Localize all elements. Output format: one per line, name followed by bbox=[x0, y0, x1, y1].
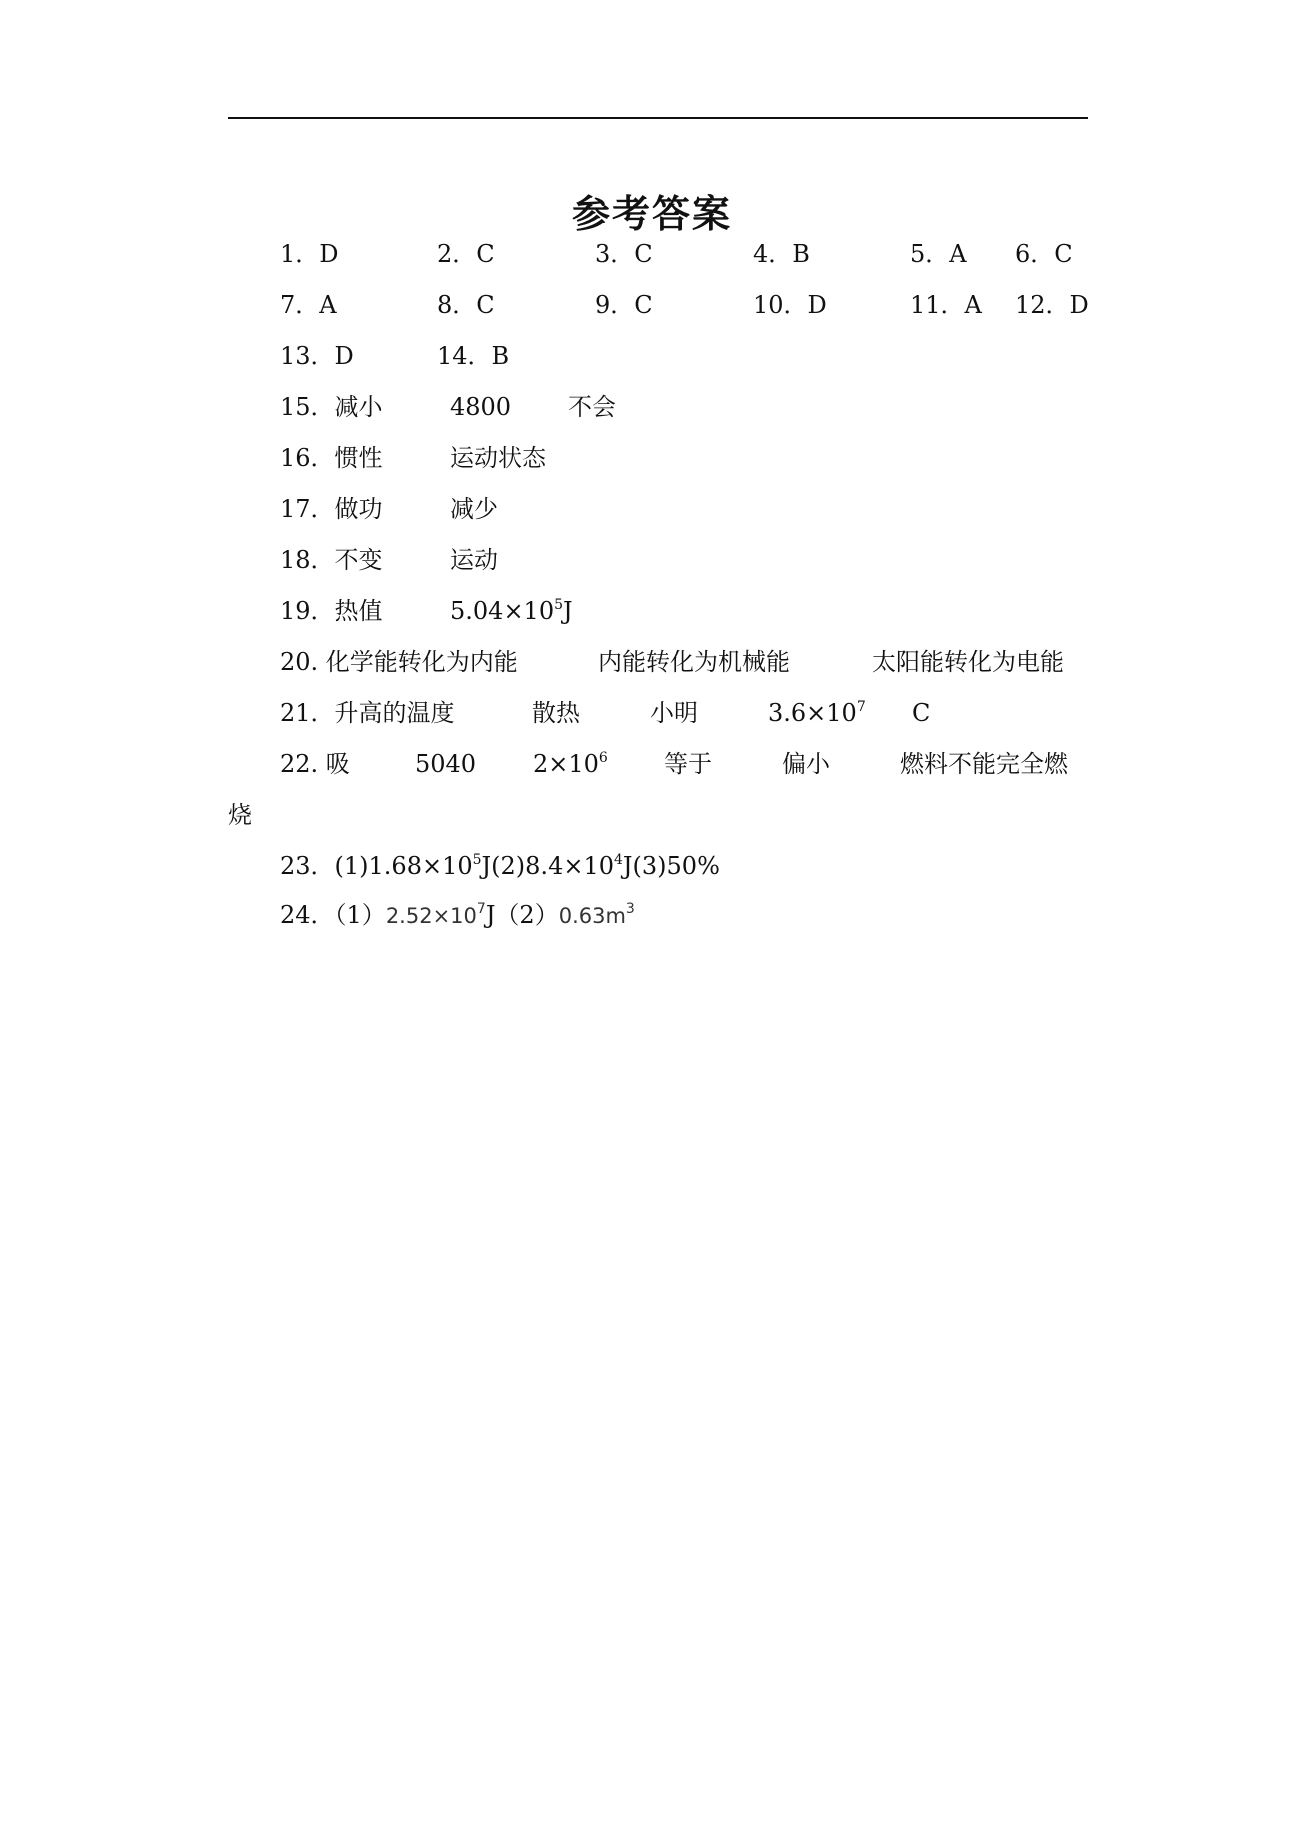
answer-23-exp1: 5 bbox=[472, 852, 482, 868]
answer-21-a: 21．升高的温度 bbox=[280, 699, 455, 727]
answer-22-base: 2×10 bbox=[533, 750, 599, 778]
answer-19-base: 5.04×10 bbox=[450, 597, 555, 625]
answer-15-b: 4800 bbox=[450, 393, 512, 421]
answer-22-f: 燃料不能完全燃 bbox=[900, 750, 1068, 778]
answer-24-volume-exp: 3 bbox=[625, 901, 635, 917]
answer-22-b: 5040 bbox=[415, 750, 477, 778]
answer-17-a: 17．做功 bbox=[280, 495, 383, 523]
answer-4: 4．B bbox=[753, 240, 810, 268]
answer-9: 9．C bbox=[595, 291, 653, 319]
header-rule bbox=[228, 117, 1088, 119]
answer-5: 5．A bbox=[910, 240, 967, 268]
answer-21-d bbox=[768, 695, 866, 731]
answer-17-b: 减少 bbox=[450, 495, 498, 523]
answer-22-continuation: 烧 bbox=[228, 801, 252, 829]
answer-18-a: 18．不变 bbox=[280, 546, 383, 574]
answer-24-energy bbox=[385, 901, 486, 928]
answer-6: 6．C bbox=[1015, 240, 1073, 268]
answer-22-exp: 6 bbox=[598, 750, 608, 766]
answer-18-b: 运动 bbox=[450, 546, 498, 574]
answer-24-label: 24．（1） bbox=[280, 901, 386, 929]
answer-20-a: 20. 化学能转化为内能 bbox=[280, 648, 518, 676]
answer-24-energy-base: 2.52×10 bbox=[385, 904, 477, 928]
answer-23-p3: J(3)50% bbox=[622, 852, 720, 880]
answer-21-e: C bbox=[912, 699, 931, 727]
answer-22-a: 22. 吸 bbox=[280, 750, 350, 778]
answer-19-exp: 5 bbox=[554, 597, 564, 613]
answer-15-c: 不会 bbox=[568, 393, 616, 421]
answer-13: 13．D bbox=[280, 342, 354, 370]
answer-1: 1．D bbox=[280, 240, 339, 268]
answer-24-volume bbox=[558, 901, 635, 928]
answer-14: 14．B bbox=[437, 342, 510, 370]
answer-19-a: 19．热值 bbox=[280, 597, 383, 625]
answer-23-p2: J(2)8.4×10 bbox=[481, 852, 614, 880]
answer-2: 2．C bbox=[437, 240, 495, 268]
answer-23 bbox=[280, 848, 720, 884]
answer-16-b: 运动状态 bbox=[450, 444, 546, 472]
answer-24-energy-exp: 7 bbox=[476, 901, 486, 917]
answer-19-unit: J bbox=[563, 597, 573, 625]
answer-16-a: 16．惯性 bbox=[280, 444, 383, 472]
answer-23-exp2: 4 bbox=[613, 852, 623, 868]
answer-22-c bbox=[533, 746, 608, 782]
answer-7: 7．A bbox=[280, 291, 337, 319]
answer-20-b: 内能转化为机械能 bbox=[598, 648, 790, 676]
answer-8: 8．C bbox=[437, 291, 495, 319]
answer-21-c: 小明 bbox=[650, 699, 698, 727]
answer-24-mid: J（2） bbox=[485, 901, 559, 929]
answer-21-b: 散热 bbox=[532, 699, 580, 727]
answer-20-c: 太阳能转化为电能 bbox=[872, 648, 1064, 676]
answer-22-d: 等于 bbox=[664, 750, 712, 778]
answer-11: 11．A bbox=[910, 291, 982, 319]
answer-24-volume-base: 0.63m bbox=[558, 904, 626, 928]
answer-19-b bbox=[450, 593, 573, 629]
answer-3: 3．C bbox=[595, 240, 653, 268]
page-title: 参考答案 bbox=[571, 192, 732, 236]
answer-15-a: 15．减小 bbox=[280, 393, 383, 421]
answer-22-e: 偏小 bbox=[782, 750, 830, 778]
answer-23-p1: 23．(1)1.68×10 bbox=[280, 852, 473, 880]
answer-21-base: 3.6×10 bbox=[768, 699, 857, 727]
answer-10: 10．D bbox=[753, 291, 827, 319]
answer-12: 12．D bbox=[1015, 291, 1089, 319]
answer-24 bbox=[280, 897, 635, 934]
answer-21-exp: 7 bbox=[856, 699, 866, 715]
